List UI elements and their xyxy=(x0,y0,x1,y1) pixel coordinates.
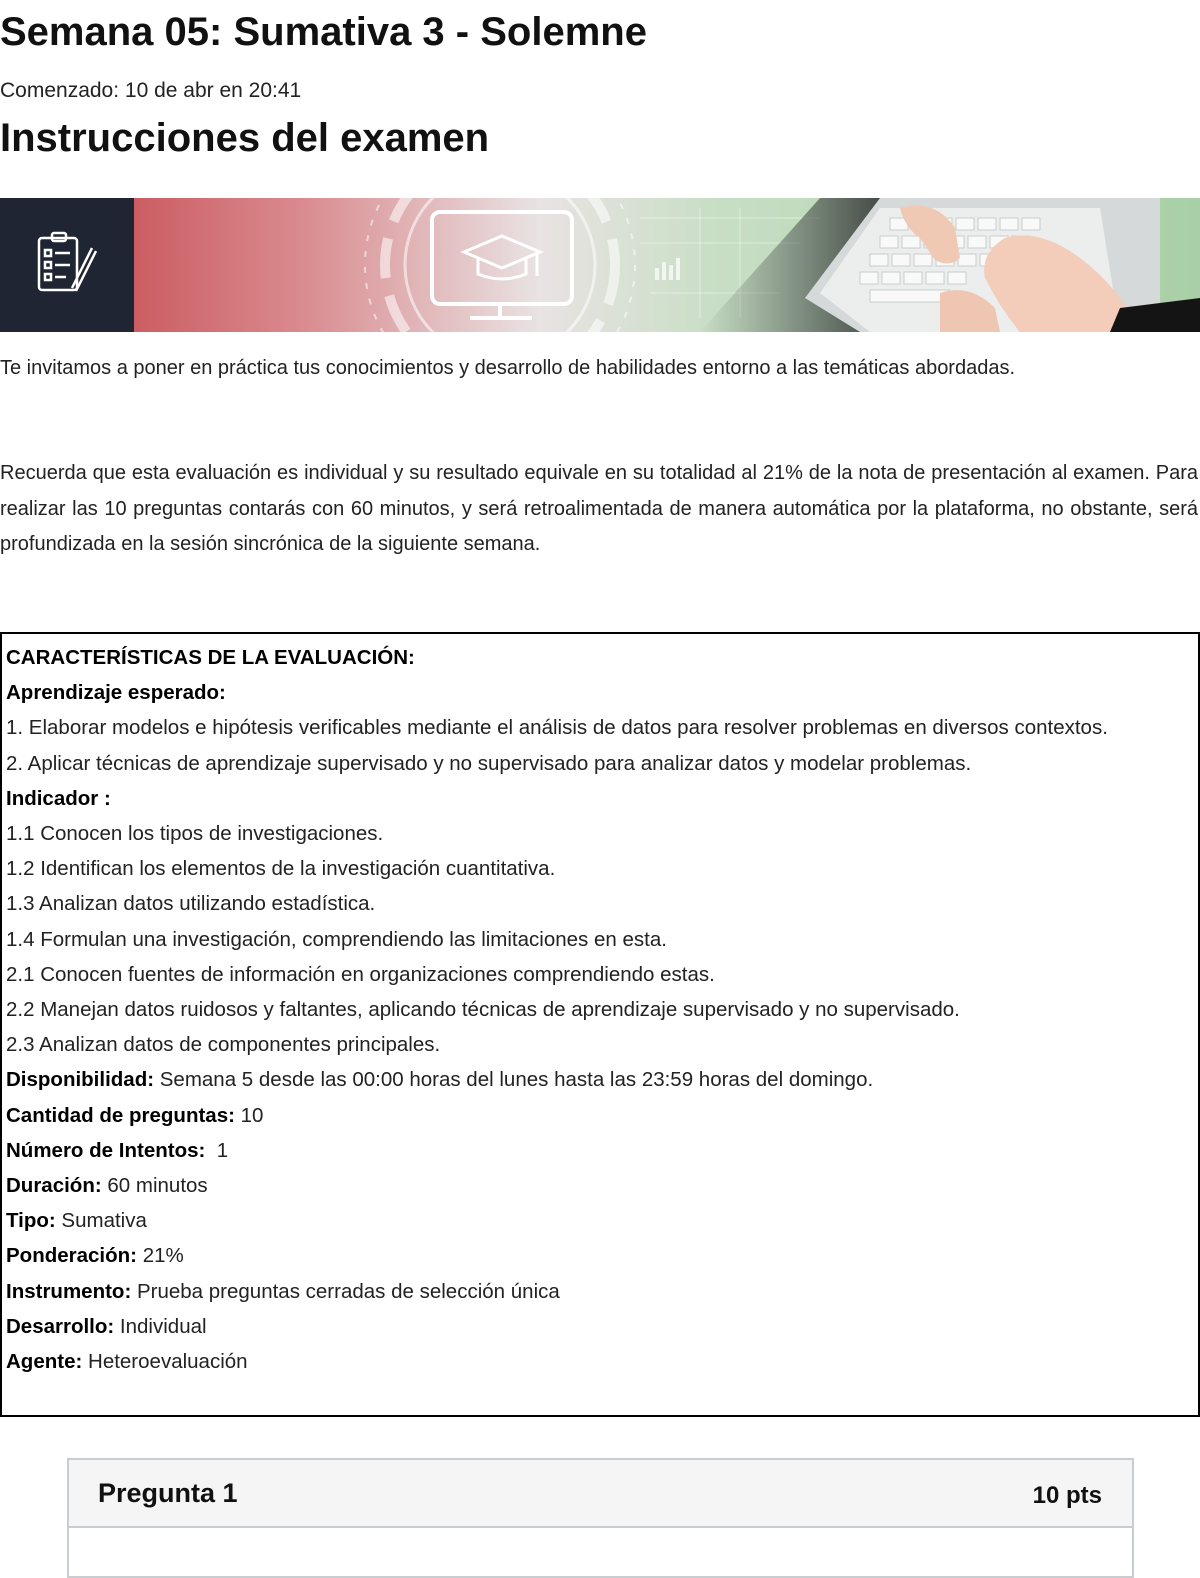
detail-ponderacion: Ponderación: 21% xyxy=(6,1244,184,1268)
question-title: Pregunta 1 xyxy=(98,1478,238,1508)
intro-text: Te invitamos a poner en práctica tus conocimientos y desarrollo de habilidades entorno a las temáticas abordadas. xyxy=(0,357,1016,379)
indicador-item: 2.2 Manejan datos ruidosos y faltantes, aplicando técnicas de aprendizaje supervisado y no supervisado. xyxy=(6,998,960,1022)
detail-tipo: Tipo: Sumativa xyxy=(6,1209,147,1233)
detail-instrumento: Instrumento: Prueba preguntas cerradas de selección única xyxy=(6,1279,560,1303)
question-card xyxy=(67,1458,1134,1578)
indicador-label: Indicador : xyxy=(6,786,111,810)
instructions-title: Instrucciones del examen xyxy=(0,116,490,160)
indicador-item: 1.3 Analizan datos utilizando estadística. xyxy=(6,892,376,916)
indicador-item: 1.1 Conocen los tipos de investigaciones. xyxy=(6,822,384,846)
indicador-item: 2.3 Analizan datos de componentes principales. xyxy=(6,1033,441,1057)
quiz-title: Semana 05: Sumativa 3 - Solemne xyxy=(0,10,647,54)
question-points: 10 pts xyxy=(1032,1482,1102,1509)
detail-duracion: Duración: 60 minutos xyxy=(6,1174,208,1198)
aprendizaje-item: 2. Aplicar técnicas de aprendizaje supervisado y no supervisado para analizar datos y modelar problemas. xyxy=(6,751,972,775)
detail-disponibilidad: Disponibilidad: Semana 5 desde las 00:00 horas del lunes hasta las 23:59 horas del domingo. xyxy=(6,1068,874,1092)
detail-agente: Agente: Heteroevaluación xyxy=(6,1350,248,1374)
evaluation-description: Recuerda que esta evaluación es individual y su resultado equivale en su totalidad al 21% de la nota de presentación al examen. Para realizar las 10 preguntas contarás con 60 minutos, y será retroalimentada de manera automática por la plataforma, no obstante, será profundizada en la sesión sincrónica de la siguiente semana. xyxy=(0,462,1198,555)
aprendizaje-item: 1. Elaborar modelos e hipótesis verificables mediante el análisis de datos para resolver problemas en diversos contextos. xyxy=(6,716,1108,740)
indicador-item: 1.4 Formulan una investigación, comprendiendo las limitaciones en esta. xyxy=(6,927,667,951)
aprendizaje-label: Aprendizaje esperado: xyxy=(6,681,226,705)
started-timestamp: Comenzado: 10 de abr en 20:41 xyxy=(0,79,302,102)
evaluation-characteristics-box xyxy=(0,632,1200,1417)
indicador-item: 1.2 Identifican los elementos de la investigación cuantitativa. xyxy=(6,857,556,881)
characteristics-heading: CARACTERÍSTICAS DE LA EVALUACIÓN: xyxy=(6,646,415,669)
detail-cantidad-preguntas: Cantidad de preguntas: 10 xyxy=(6,1103,264,1127)
detail-desarrollo: Desarrollo: Individual xyxy=(6,1314,207,1338)
question-header xyxy=(69,1460,1132,1528)
indicador-item: 2.1 Conocen fuentes de información en organizaciones comprendiendo estas. xyxy=(6,962,715,986)
detail-numero-intentos: Número de Intentos: 1 xyxy=(6,1138,229,1162)
instructions-banner xyxy=(0,198,1200,332)
